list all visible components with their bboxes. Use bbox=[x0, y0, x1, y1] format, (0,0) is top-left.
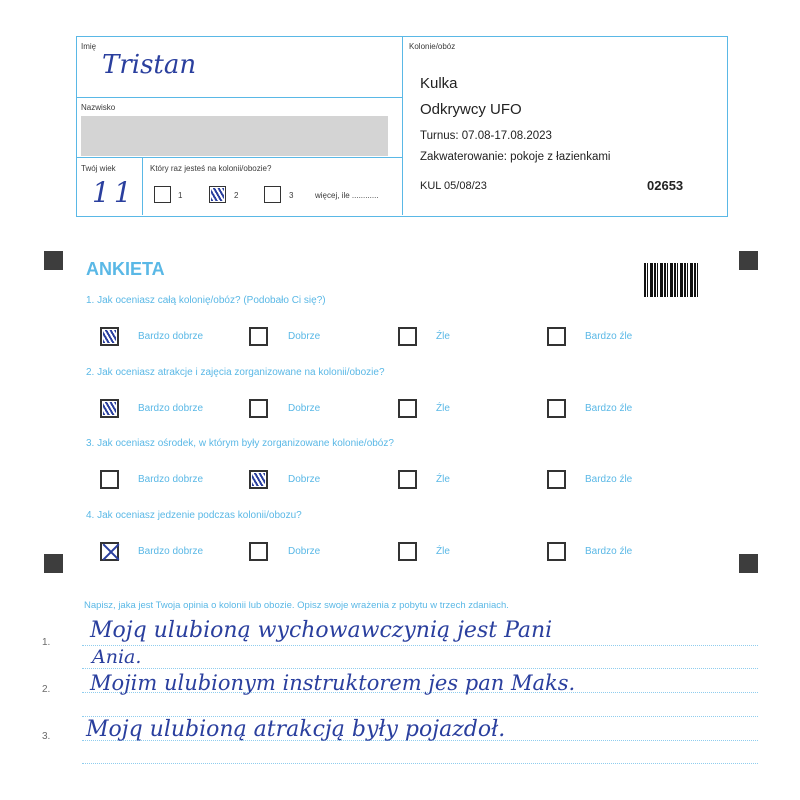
q4-checkbox-bardzo-zle[interactable] bbox=[547, 542, 566, 561]
option-label: Źle bbox=[436, 474, 450, 485]
q1-checkbox-dobrze[interactable] bbox=[249, 327, 268, 346]
writing-line bbox=[82, 763, 758, 764]
checked-mark-icon bbox=[211, 188, 224, 201]
q2-checkbox-zle[interactable] bbox=[398, 399, 417, 418]
q1-checkbox-zle[interactable] bbox=[398, 327, 417, 346]
registration-mark bbox=[44, 554, 63, 573]
survey-title: ANKIETA bbox=[86, 259, 165, 279]
q4-checkbox-zle[interactable] bbox=[398, 542, 417, 561]
option-label: Bardzo źle bbox=[585, 474, 633, 485]
registration-mark bbox=[739, 554, 758, 573]
times-label: Który raz jesteś na kolonii/obozie? bbox=[150, 164, 272, 173]
q3-checkbox-dobrze[interactable] bbox=[249, 470, 268, 489]
writing-line bbox=[82, 668, 758, 669]
accommodation: Zakwaterowanie: pokoje z łazienkami bbox=[420, 151, 611, 163]
camp-name: Kulka bbox=[420, 75, 458, 92]
q4-checkbox-bardzo-dobrze[interactable] bbox=[100, 542, 119, 561]
registration-mark bbox=[44, 251, 63, 270]
times-checkbox-1[interactable] bbox=[154, 186, 171, 203]
option-label: Dobrze bbox=[288, 546, 321, 557]
line-number-2: 2. bbox=[42, 684, 51, 695]
option-label: Dobrze bbox=[288, 403, 321, 414]
option-label: Bardzo dobrze bbox=[138, 403, 204, 414]
checked-mark-icon bbox=[252, 473, 265, 486]
writing-line bbox=[82, 645, 758, 646]
opinion-line-2[interactable]: Mojim ulubionym instruktorem jes pan Maks. bbox=[90, 671, 576, 695]
name-label: Imię bbox=[81, 42, 97, 51]
times-option-3: 3 bbox=[289, 191, 294, 200]
camp-code: KUL 05/08/23 bbox=[420, 180, 487, 192]
question-2: 2. Jak oceniasz atrakcje i zajęcia zorganizowane na kolonii/obozie? bbox=[86, 367, 385, 378]
q2-checkbox-bardzo-dobrze[interactable] bbox=[100, 399, 119, 418]
q3-checkbox-bardzo-zle[interactable] bbox=[547, 470, 566, 489]
option-label: Bardzo źle bbox=[585, 331, 633, 342]
option-label: Bardzo dobrze bbox=[138, 331, 204, 342]
q1-checkbox-bardzo-dobrze[interactable] bbox=[100, 327, 119, 346]
option-label: Źle bbox=[436, 403, 450, 414]
redacted-surname bbox=[81, 116, 388, 156]
line-number-1: 1. bbox=[42, 637, 51, 648]
option-label: Dobrze bbox=[288, 331, 321, 342]
times-option-2: 2 bbox=[234, 191, 239, 200]
line-number-3: 3. bbox=[42, 731, 51, 742]
age-value[interactable]: 11 bbox=[92, 176, 136, 209]
option-label: Bardzo dobrze bbox=[138, 474, 204, 485]
q2-checkbox-bardzo-zle[interactable] bbox=[547, 399, 566, 418]
form-number: 02653 bbox=[647, 178, 684, 193]
q2-checkbox-dobrze[interactable] bbox=[249, 399, 268, 418]
barcode bbox=[644, 263, 700, 297]
option-label: Bardzo źle bbox=[585, 546, 633, 557]
checked-mark-icon bbox=[103, 330, 116, 343]
name-value[interactable]: Tristan bbox=[102, 50, 197, 80]
registration-mark bbox=[739, 251, 758, 270]
option-label: Bardzo dobrze bbox=[138, 546, 204, 557]
checked-mark-icon bbox=[103, 402, 116, 415]
opinion-line-1[interactable]: Mojq ulubioną wychowawczynią jest Pani bbox=[90, 618, 553, 643]
turnus: Turnus: 07.08-17.08.2023 bbox=[420, 130, 552, 142]
question-4: 4. Jak oceniasz jedzenie podczas kolonii/obozu? bbox=[86, 510, 302, 521]
times-option-1: 1 bbox=[178, 191, 183, 200]
opinion-line-1-continued[interactable]: Ania. bbox=[92, 646, 142, 668]
opinion-prompt: Napisz, jaka jest Twoja opinia o kolonii lub obozie. Opisz swoje wrażenia z pobytu w trzech zdaniach. bbox=[84, 600, 509, 611]
question-3: 3. Jak oceniasz ośrodek, w którym były zorganizowane kolonie/obóz? bbox=[86, 438, 394, 449]
q4-checkbox-dobrze[interactable] bbox=[249, 542, 268, 561]
option-label: Źle bbox=[436, 331, 450, 342]
camp-label: Kolonie/obóz bbox=[409, 42, 456, 51]
option-label: Dobrze bbox=[288, 474, 321, 485]
surname-label: Nazwisko bbox=[81, 103, 116, 112]
times-checkbox-3[interactable] bbox=[264, 186, 281, 203]
times-more[interactable]: więcej, ile ............ bbox=[315, 191, 379, 200]
opinion-line-3[interactable]: Mojq ulubioną atrakcją były pojazdoł. bbox=[86, 717, 506, 742]
q1-checkbox-bardzo-zle[interactable] bbox=[547, 327, 566, 346]
question-1: 1. Jak oceniasz całą kolonię/obóz? (Podobało Ci się?) bbox=[86, 295, 326, 306]
age-label: Twój wiek bbox=[81, 164, 116, 173]
option-label: Bardzo źle bbox=[585, 403, 633, 414]
q3-checkbox-bardzo-dobrze[interactable] bbox=[100, 470, 119, 489]
camp-title: Odkrywcy UFO bbox=[420, 101, 522, 118]
option-label: Źle bbox=[436, 546, 450, 557]
q3-checkbox-zle[interactable] bbox=[398, 470, 417, 489]
times-checkbox-2[interactable] bbox=[209, 186, 226, 203]
